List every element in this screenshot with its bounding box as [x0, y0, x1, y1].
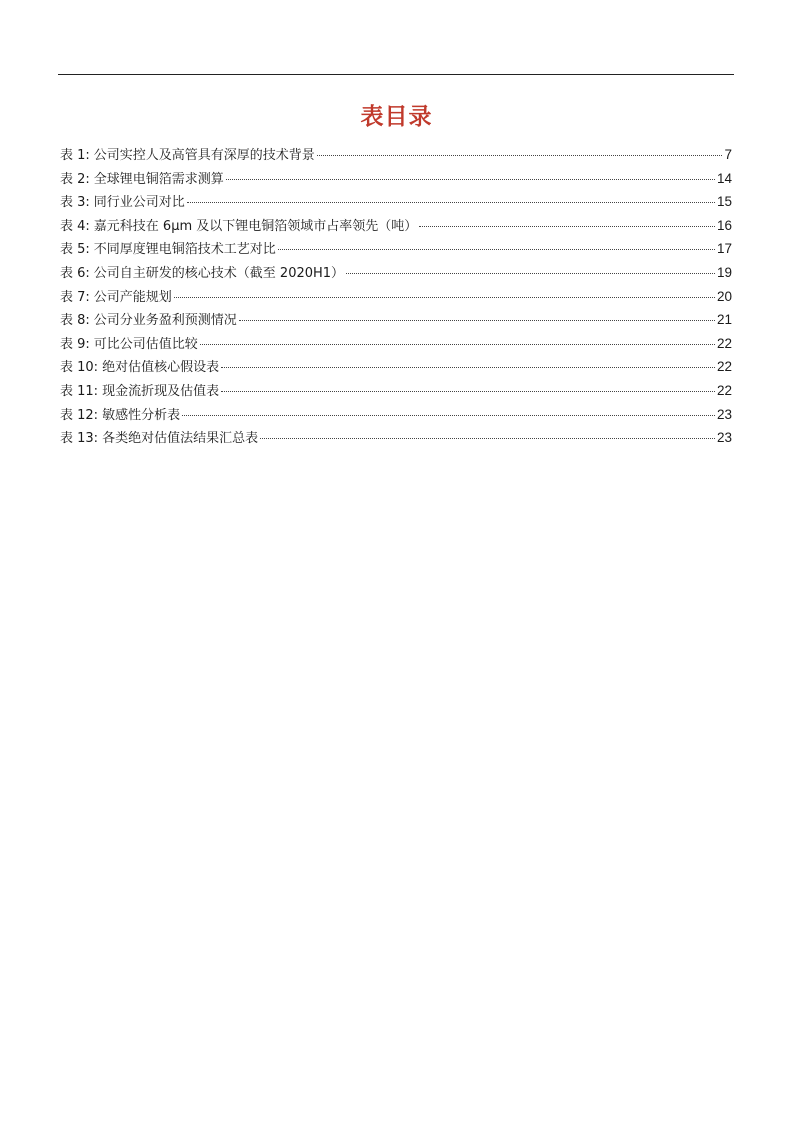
entry-label: 表 8: [60, 313, 90, 329]
toc-entry[interactable] [60, 403, 732, 427]
entry-title: 公司自主研发的核心技术（截至 2020H1） [93, 265, 345, 281]
entry-page-number: 20 [716, 288, 732, 304]
entry-title: 敏感性分析表 [102, 407, 181, 423]
dot-leader [187, 202, 715, 203]
entry-page-number: 21 [716, 312, 732, 328]
entry-label: 表 7: [60, 289, 90, 305]
entry-label: 表 10: [60, 360, 99, 376]
entry-title: 公司分业务盈利预测情况 [93, 313, 237, 329]
entry-label: 表 1: [60, 148, 90, 163]
dot-leader [419, 226, 715, 227]
entry-page-number: 16 [716, 217, 732, 233]
entry-page-number: 22 [716, 335, 732, 351]
entry-page-number: 22 [716, 382, 732, 398]
entry-title: 现金流折现及估值表 [102, 383, 220, 399]
entry-page-number: 22 [716, 359, 732, 375]
entry-title: 可比公司估值比较 [93, 336, 198, 352]
entry-title: 各类绝对估值法结果汇总表 [102, 431, 259, 447]
dot-leader [278, 249, 715, 250]
entry-page-number: 17 [716, 241, 732, 257]
entry-title: 同行业公司对比 [93, 195, 185, 211]
dot-leader [317, 155, 723, 156]
entry-title: 公司实控人及高管具有深厚的技术背景 [93, 148, 315, 163]
entry-title: 绝对估值核心假设表 [102, 360, 220, 376]
entry-page-number: 14 [716, 170, 732, 186]
dot-leader [182, 415, 715, 416]
entry-title: 全球锂电铜箔需求测算 [93, 171, 224, 187]
toc-entry[interactable] [60, 190, 732, 214]
entry-label: 表 3: [60, 195, 90, 211]
dot-leader [239, 320, 715, 321]
entry-page-number: 7 [724, 147, 732, 162]
dot-leader [174, 297, 715, 298]
dot-leader [260, 438, 715, 439]
toc-entry[interactable] [60, 237, 732, 261]
entry-label: 表 13: [60, 431, 99, 447]
toc-entry[interactable] [60, 308, 732, 332]
toc-entry[interactable] [60, 332, 732, 356]
toc-entry[interactable] [60, 214, 732, 238]
toc-entry[interactable] [60, 285, 732, 309]
toc-entry[interactable] [60, 167, 732, 191]
entry-page-number: 15 [716, 194, 732, 210]
header-rule [58, 74, 734, 75]
entry-label: 表 2: [60, 171, 90, 187]
dot-leader [200, 344, 715, 345]
dot-leader [346, 273, 715, 274]
entry-label: 表 5: [60, 242, 90, 258]
dot-leader [226, 179, 715, 180]
table-of-tables [60, 143, 732, 450]
entry-page-number: 19 [716, 264, 732, 280]
entry-label: 表 4: [60, 218, 90, 234]
toc-entry[interactable] [60, 379, 732, 403]
entry-label: 表 9: [60, 336, 90, 352]
entry-page-number: 23 [716, 430, 732, 446]
toc-entry[interactable] [60, 426, 732, 450]
entry-label: 表 12: [60, 407, 99, 423]
dot-leader [221, 391, 715, 392]
toc-entry[interactable] [60, 355, 732, 379]
entry-title: 公司产能规划 [93, 289, 172, 305]
toc-title: 表目录 [360, 104, 433, 130]
entry-label: 表 11: [60, 383, 99, 399]
toc-entry[interactable] [60, 261, 732, 285]
entry-title: 嘉元科技在 6μm 及以下锂电铜箔领域市占率领先（吨） [93, 218, 418, 234]
entry-page-number: 23 [716, 406, 732, 422]
toc-entry[interactable] [60, 143, 732, 167]
dot-leader [221, 367, 715, 368]
entry-title: 不同厚度锂电铜箔技术工艺对比 [93, 242, 276, 258]
entry-label: 表 6: [60, 265, 90, 281]
